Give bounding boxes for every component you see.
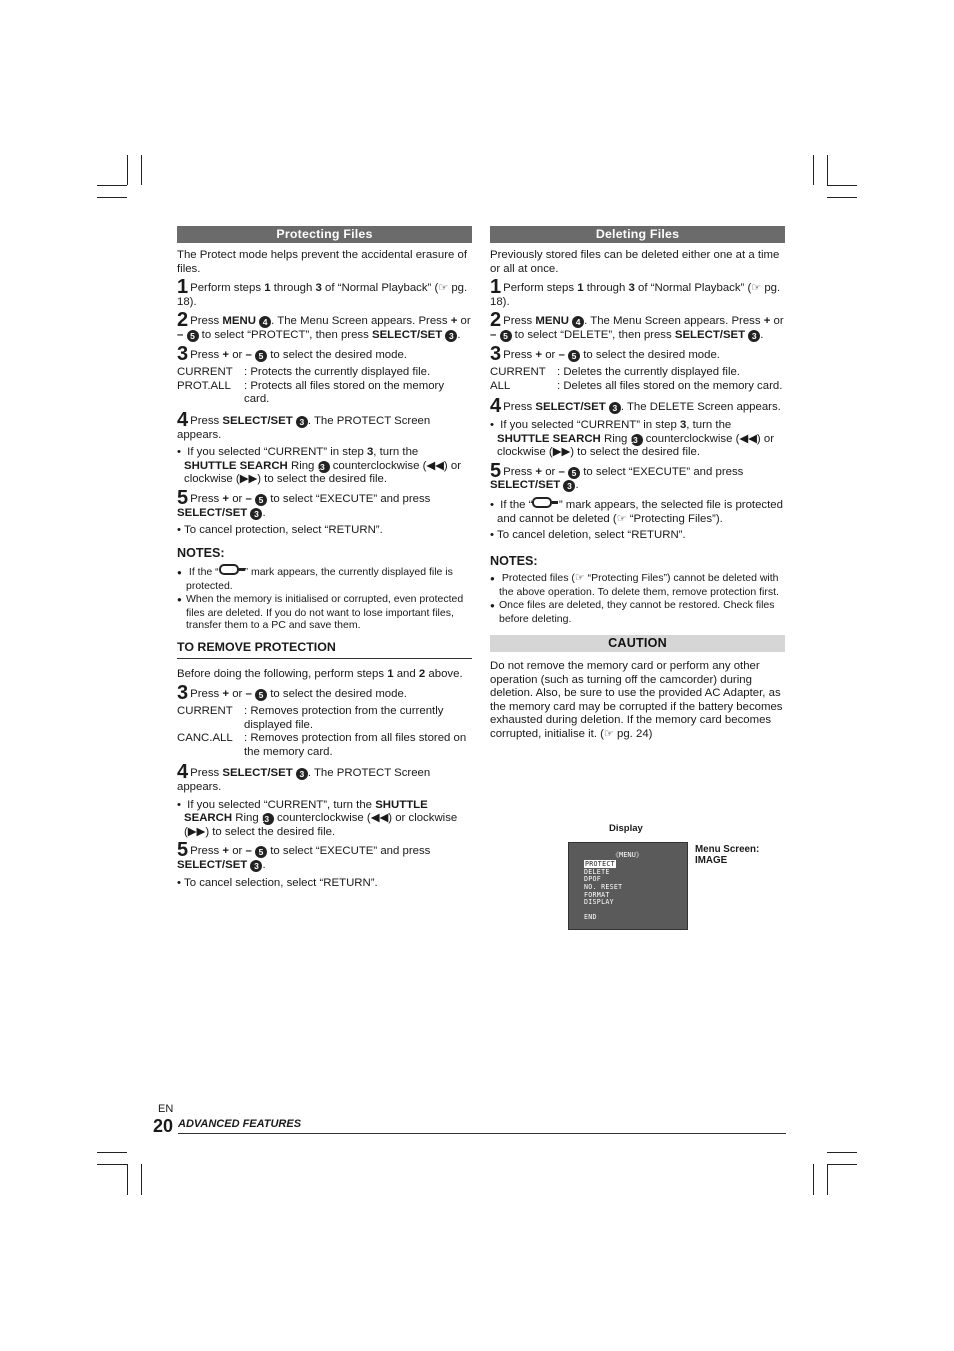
circled-number-icon: 5: [568, 350, 580, 362]
deleting-files-heading: Deleting Files: [490, 226, 785, 243]
protect-bullet-cancel: • To cancel protection, select “RETURN”.: [177, 524, 472, 538]
menu-item-dpof: DPOF: [584, 875, 602, 883]
remove-protection-heading: TO REMOVE PROTECTION: [177, 641, 472, 659]
remove-step-3: 3 Press + or – 5 to select the desired mode.: [177, 681, 407, 704]
circled-number-icon: 13: [631, 434, 643, 446]
caution-text: Do not remove the memory card or perform any other operation (such as turning off the camcorder) during deletion. Also, be sure to use the provided AC Adapter, as the memory card may be corrupted if the battery becomes exhausted during deletion. If the memory card becomes corrupted, initialise it. (☞ pg. 24): [490, 659, 783, 740]
menu-screen-caption: Menu Screen: IMAGE: [695, 844, 760, 866]
circled-number-icon: 13: [262, 813, 274, 825]
mode-definition: ALL : Deletes all files stored on the memory card.: [490, 379, 783, 392]
circled-number-icon: 3: [445, 330, 457, 342]
circled-number-icon: 5: [255, 846, 267, 858]
key-icon: [532, 497, 552, 508]
circled-number-icon: 5: [500, 330, 512, 342]
delete-bullet-protected: • If the “ ” mark appears, the selected file is protected and cannot be deleted (☞ “Protecting Files”).: [490, 497, 785, 526]
menu-item-format: FORMAT: [584, 891, 610, 899]
page-ref-icon: ☞: [751, 282, 762, 295]
protect-step-3: 3 Press + or – 5 to select the desired mode.: [177, 342, 407, 365]
remove-bullet-cancel: • To cancel selection, select “RETURN”.: [177, 877, 472, 891]
caution-heading: CAUTION: [490, 635, 785, 652]
circled-number-icon: 3: [563, 480, 575, 492]
protect-step-4: 4 Press SELECT/SET 3 . The PROTECT Screen appears.: [177, 408, 431, 441]
circled-number-icon: 5: [255, 350, 267, 362]
footer-rule: [178, 1133, 786, 1134]
protect-step-2: 2 Press MENU 4 . The Menu Screen appears. Press + or – 5 to select “PROTECT”, then press SELECT/SET 3 .: [177, 309, 471, 341]
delete-step-1: 1 Perform steps 1 through 3 of “Normal Playback” (☞ pg. 18).: [490, 276, 781, 308]
remove-step-4: 4 Press SELECT/SET 3 . The PROTECT Screen appears.: [177, 761, 431, 794]
menu-item-no-reset: NO. RESET: [584, 883, 623, 891]
display-label: Display: [609, 823, 643, 834]
page-ref-icon: ☞: [616, 512, 627, 525]
left-column: [177, 226, 472, 893]
delete-bullet-shuttle: • If you selected “CURRENT” in step 3, turn the SHUTTLE SEARCH Ring 13 counterclockwise (◀◀) or clockwise (▶▶) to select the desired file.: [490, 419, 785, 460]
right-column: [490, 226, 785, 745]
key-icon: [219, 564, 239, 575]
delete-note-2: ● Once files are deleted, they cannot be restored. Check files before deleting.: [490, 599, 785, 625]
protecting-files-heading: Protecting Files: [177, 226, 472, 243]
protect-step-5: 5 Press + or – 5 to select “EXECUTE” and press SELECT/SET 3 .: [177, 486, 431, 519]
protect-step-1: 1 Perform steps 1 through 3 of “Normal Playback” (☞ pg. 18).: [177, 276, 468, 308]
section-title: ADVANCED FEATURES: [178, 1118, 302, 1130]
circled-number-icon: 3: [250, 508, 262, 520]
circled-number-icon: 13: [318, 461, 330, 473]
delete-step-5: 5 Press + or – 5 to select “EXECUTE” and press SELECT/SET 3 .: [490, 459, 744, 492]
circled-number-icon: 3: [296, 768, 308, 780]
delete-step-2: 2 Press MENU 4 . The Menu Screen appears. Press + or – 5 to select “DELETE”, then press SELECT/SET 3 .: [490, 309, 784, 341]
menu-item-protect: PROTECT: [585, 860, 615, 868]
mode-definition: CURRENT : Removes protection from the currently displayed file.: [177, 705, 444, 731]
circled-number-icon: 4: [572, 316, 584, 328]
circled-number-icon: 5: [187, 330, 199, 342]
menu-item-end: END: [584, 913, 597, 921]
protect-bullet-shuttle: • If you selected “CURRENT” in step 3, turn the SHUTTLE SEARCH Ring 13 counterclockwise (◀◀) or clockwise (▶▶) to select the desired file.: [177, 446, 472, 487]
mode-definition: CURRENT : Protects the currently displayed file.: [177, 366, 431, 379]
circled-number-icon: 5: [255, 494, 267, 506]
protect-note-2: ● When the memory is initialised or corrupted, even protected files are deleted. If you do not want to lose important files, transfer them to a PC and save them.: [177, 593, 472, 631]
delete-notes-heading: NOTES:: [490, 553, 538, 568]
delete-step-3: 3 Press + or – 5 to select the desired mode.: [490, 342, 720, 365]
circled-number-icon: 3: [296, 416, 308, 428]
circled-number-icon: 5: [255, 689, 267, 701]
delete-bullet-cancel: • To cancel deletion, select “RETURN”.: [490, 529, 785, 543]
remove-step-5: 5 Press + or – 5 to select “EXECUTE” and press SELECT/SET 3 .: [177, 839, 431, 872]
menu-item-delete: DELETE: [584, 868, 610, 876]
menu-screen-title: 《MENU》: [612, 851, 643, 859]
delete-note-1: ● Protected files (☞ “Protecting Files”) cannot be deleted with the above operation. To delete them, remove protection first.: [490, 572, 785, 598]
mode-definition: PROT.ALL : Protects all files stored on the memory card.: [177, 379, 445, 406]
circled-number-icon: 3: [609, 402, 621, 414]
circled-number-icon: 3: [748, 330, 760, 342]
language-code: EN: [158, 1103, 174, 1115]
protect-note-1: ● If the “ ” mark appears, the currently displayed file is protected.: [177, 564, 472, 592]
circled-number-icon: 5: [568, 467, 580, 479]
remove-intro: Before doing the following, perform steps 1 and 2 above.: [177, 667, 463, 680]
remove-bullet-shuttle: • If you selected “CURRENT”, turn the SHUTTLE SEARCH Ring 13 counterclockwise (◀◀) or clockwise (▶▶) to select the desired file.: [177, 799, 472, 840]
delete-intro: Previously stored files can be deleted either one at a time or all at once.: [490, 249, 780, 275]
menu-item-display: DISPLAY: [584, 898, 614, 906]
circled-number-icon: 3: [250, 860, 262, 872]
protect-intro: The Protect mode helps prevent the accidental erasure of files.: [177, 249, 467, 275]
mode-definition: CURRENT : Deletes the currently displayed file.: [490, 366, 740, 379]
circled-number-icon: 4: [259, 316, 271, 328]
protect-notes-heading: NOTES:: [177, 545, 225, 560]
page-ref-icon: ☞: [603, 727, 614, 740]
mode-definition: CANC.ALL : Removes protection from all files stored on the memory card.: [177, 732, 467, 758]
page-number: 20: [153, 1116, 174, 1136]
page-ref-icon: ☞: [438, 282, 449, 295]
page-ref-icon: ☞: [574, 572, 585, 585]
menu-screen-illustration: [568, 842, 688, 930]
delete-step-4: 4 Press SELECT/SET 3 . The DELETE Screen appears.: [490, 395, 781, 418]
